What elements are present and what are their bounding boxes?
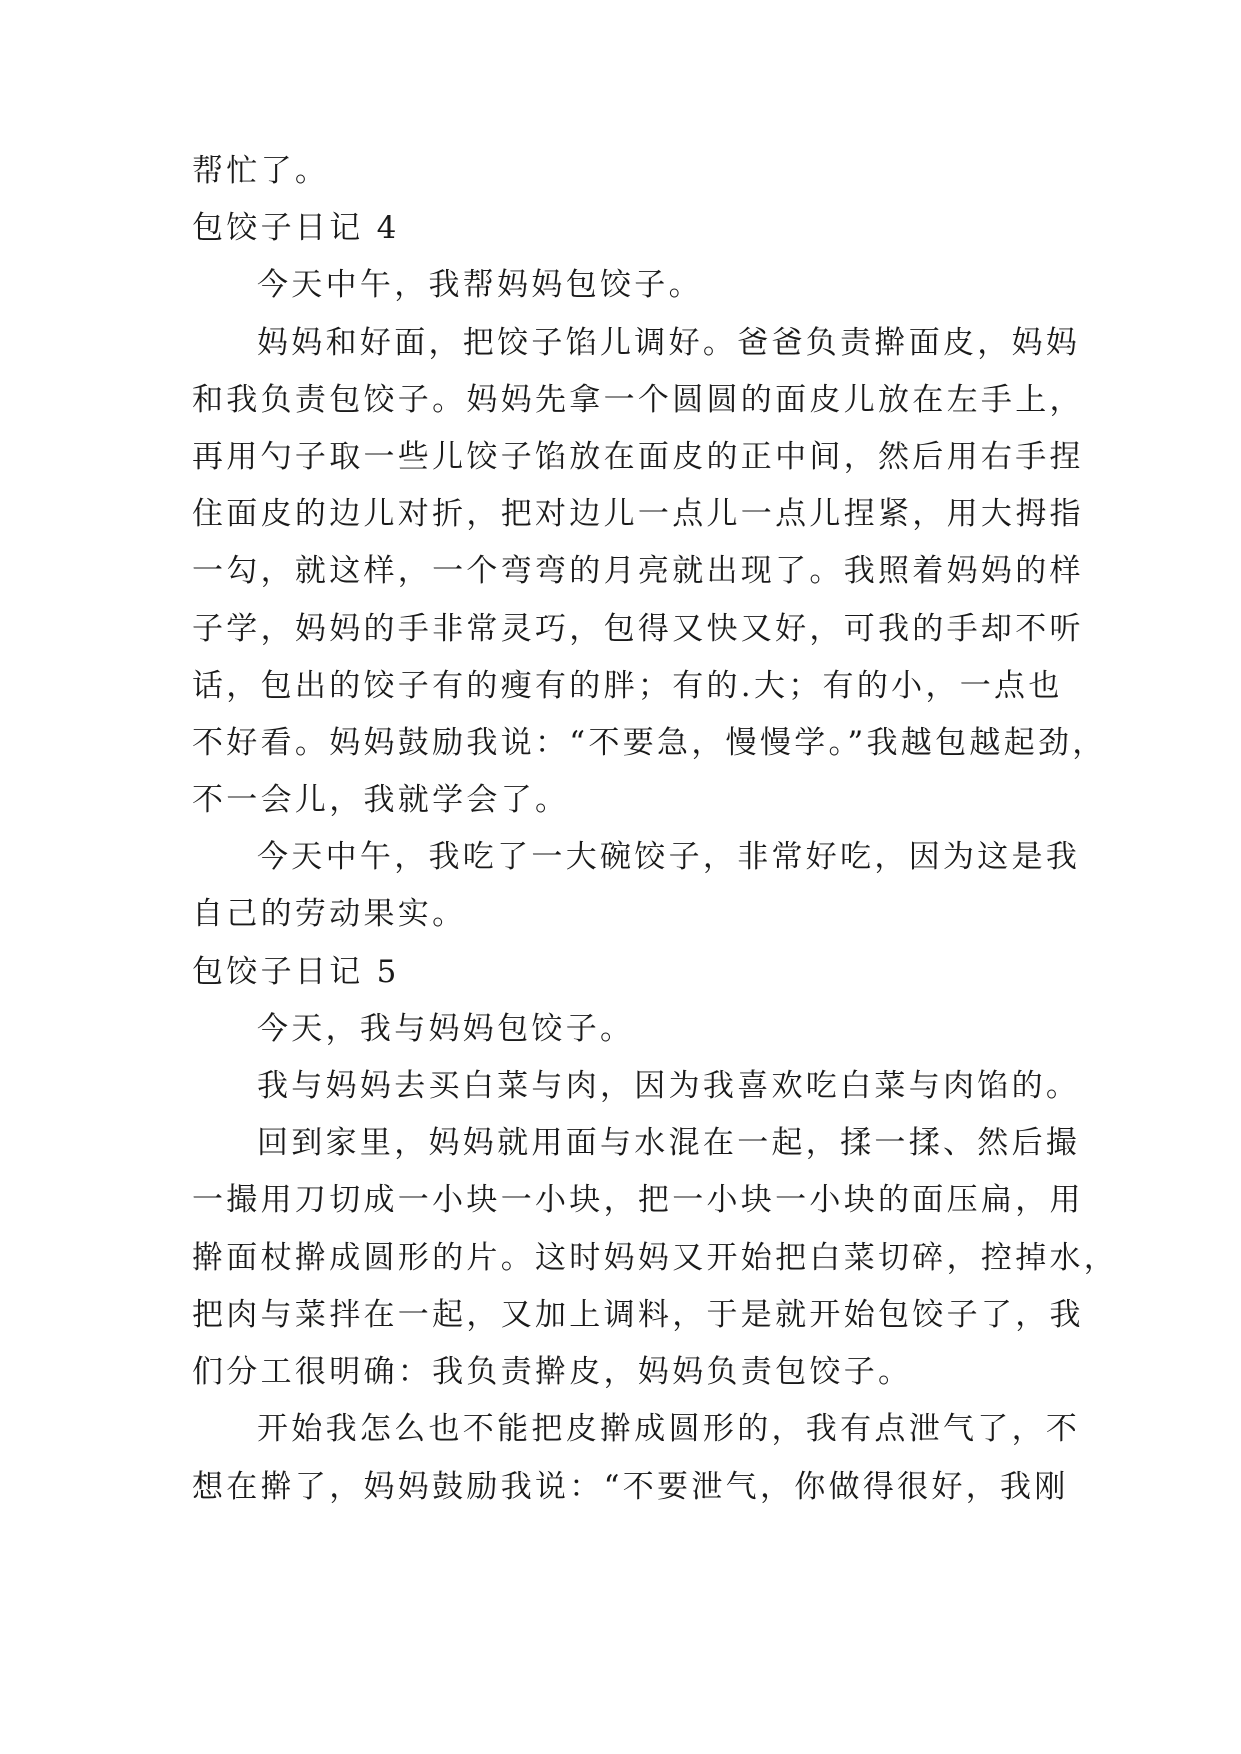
paragraph-line: 开始我怎么也不能把皮擀成圆形的，我有点泄气了，不 bbox=[257, 1411, 1081, 1447]
paragraph-line: 回到家里，妈妈就用面与水混在一起，揉一揉、然后撮 bbox=[257, 1125, 1081, 1161]
paragraph-line: 帮忙了。 bbox=[192, 153, 330, 189]
paragraph-line: 我与妈妈去买白菜与肉，因为我喜欢吃白菜与肉馅的。 bbox=[257, 1068, 1081, 1104]
paragraph-line: 把肉与菜拌在一起，又加上调料，于是就开始包饺子了，我 bbox=[192, 1297, 1084, 1333]
paragraph-line: 们分工很明确：我负责擀皮，妈妈负责包饺子。 bbox=[192, 1354, 913, 1390]
paragraph-line: 擀面杖擀成圆形的片。这时妈妈又开始把白菜切碎，控掉水， bbox=[192, 1240, 1119, 1276]
paragraph-line: 一撮用刀切成一小块一小块，把一小块一小块的面压扁，用 bbox=[192, 1182, 1084, 1218]
paragraph-line: 今天中午，我吃了一大碗饺子，非常好吃，因为这是我 bbox=[257, 839, 1081, 875]
paragraph-line: 话，包出的饺子有的瘦有的胖；有的.大；有的小，一点也 bbox=[192, 668, 1063, 704]
section-heading: 包饺子日记 4 bbox=[192, 210, 400, 246]
paragraph-line: 不一会儿，我就学会了。 bbox=[192, 782, 570, 818]
paragraph-line: 今天中午，我帮妈妈包饺子。 bbox=[257, 267, 703, 303]
paragraph-line: 和我负责包饺子。妈妈先拿一个圆圆的面皮儿放在左手上， bbox=[192, 382, 1084, 418]
paragraph-line: 自己的劳动果实。 bbox=[192, 896, 467, 932]
paragraph-line: 住面皮的边儿对折，把对边儿一点儿一点儿捏紧，用大拇指 bbox=[192, 496, 1084, 532]
paragraph-line: 妈妈和好面，把饺子馅儿调好。爸爸负责擀面皮，妈妈 bbox=[257, 325, 1081, 361]
paragraph-line: 一勾，就这样，一个弯弯的月亮就出现了。我照着妈妈的样 bbox=[192, 553, 1084, 589]
section-heading: 包饺子日记 5 bbox=[192, 954, 400, 990]
paragraph-line: 想在擀了，妈妈鼓励我说：“不要泄气，你做得很好，我刚 bbox=[192, 1469, 1069, 1505]
paragraph-line: 再用勺子取一些儿饺子馅放在面皮的正中间，然后用右手捏 bbox=[192, 439, 1084, 475]
paragraph-line: 子学，妈妈的手非常灵巧，包得又快又好，可我的手却不听 bbox=[192, 611, 1084, 647]
paragraph-line: 今天，我与妈妈包饺子。 bbox=[257, 1011, 635, 1047]
paragraph-line: 不好看。妈妈鼓励我说：“不要急，慢慢学。”我越包越起劲， bbox=[192, 725, 1107, 761]
